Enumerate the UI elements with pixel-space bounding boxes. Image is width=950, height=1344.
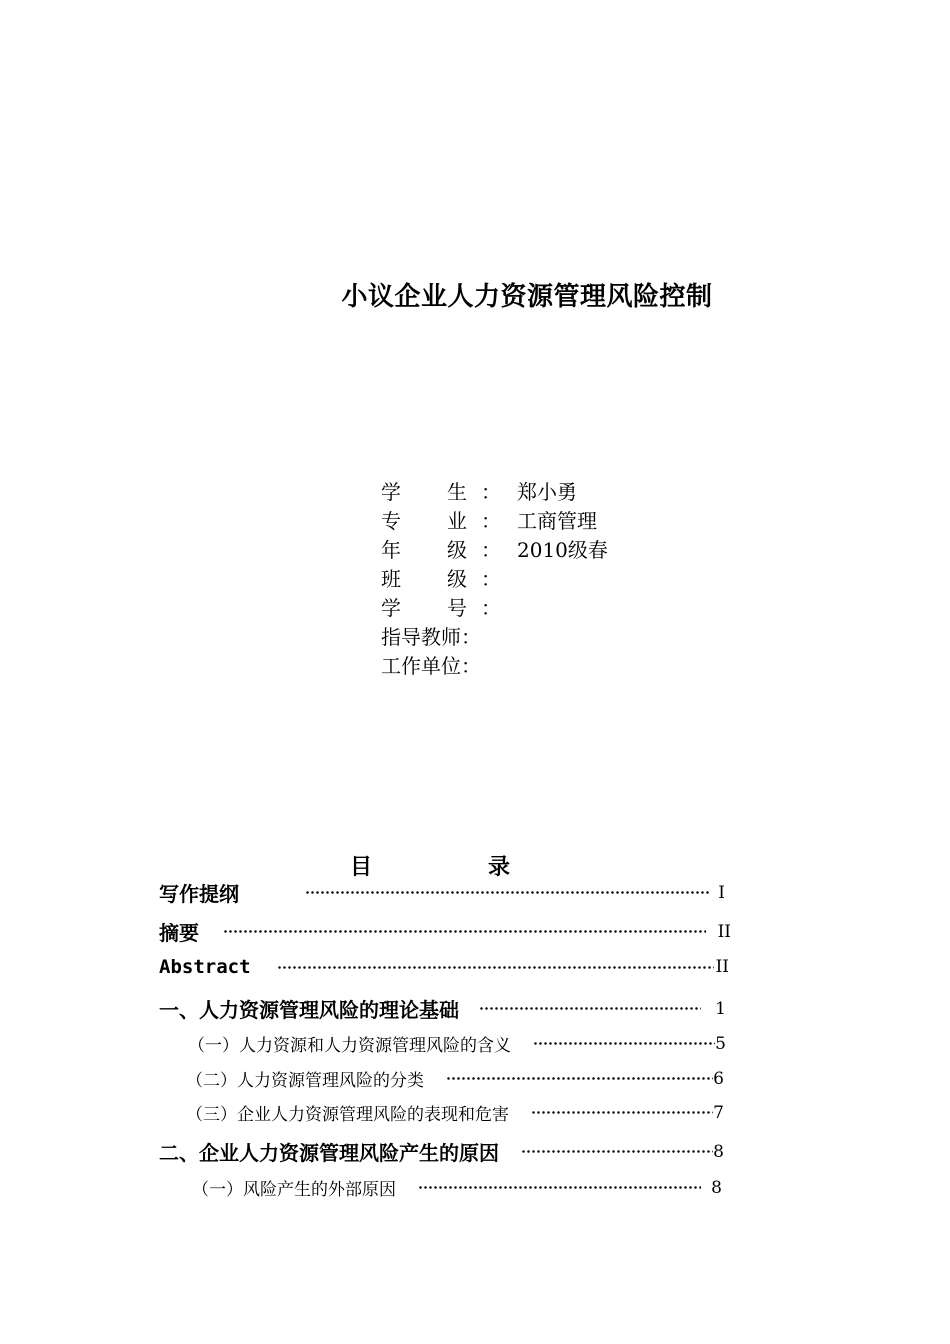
toc-entry[interactable] bbox=[159, 956, 729, 978]
label-char: 生 bbox=[447, 480, 467, 504]
document-title: 小议企业人力资源管理风险控制 bbox=[341, 282, 713, 312]
toc-entry-text: （一）风险产生的外部原因 bbox=[192, 1180, 396, 1200]
label-char: 学 bbox=[381, 480, 401, 504]
toc-dots bbox=[521, 1142, 713, 1162]
toc-dots bbox=[479, 999, 701, 1019]
toc-entry-page: 7 bbox=[713, 1102, 724, 1123]
toc-dots bbox=[223, 922, 706, 942]
toc-entry-text: 一、人力资源管理风险的理论基础 bbox=[159, 998, 459, 1022]
info-colon: ： bbox=[481, 480, 501, 504]
label-char: 专 bbox=[381, 509, 401, 533]
toc-entry-text: （一）人力资源和人力资源管理风险的含义 bbox=[188, 1036, 511, 1056]
toc-entry-page: 5 bbox=[715, 1033, 726, 1054]
toc-entry-page: II bbox=[717, 921, 731, 942]
label-char: 级 bbox=[447, 538, 467, 562]
info-label: 指导教师 bbox=[381, 625, 461, 649]
info-label bbox=[381, 565, 481, 594]
info-row-student bbox=[381, 478, 608, 507]
toc-entry-text: Abstract bbox=[159, 956, 251, 978]
toc-entry-text: （三）企业人力资源管理风险的表现和危害 bbox=[186, 1105, 509, 1125]
info-colon: ： bbox=[481, 538, 501, 562]
label-char: 业 bbox=[447, 509, 467, 533]
info-colon: ： bbox=[481, 567, 501, 591]
info-row-advisor bbox=[381, 623, 608, 652]
toc-heading bbox=[350, 850, 510, 881]
student-info bbox=[381, 478, 608, 681]
toc-entry-page: 1 bbox=[715, 998, 726, 1019]
toc-heading-char: 录 bbox=[487, 855, 510, 880]
toc-entry-page: 6 bbox=[713, 1068, 724, 1089]
toc-entry[interactable] bbox=[159, 878, 725, 907]
toc-dots bbox=[305, 883, 711, 903]
toc-entry-text: 写作提纲 bbox=[159, 882, 239, 906]
toc-entry[interactable] bbox=[159, 917, 731, 946]
toc-entry[interactable] bbox=[186, 1100, 724, 1125]
toc-entry-text: 摘要 bbox=[159, 921, 199, 945]
info-row-major bbox=[381, 507, 608, 536]
toc-heading-char: 目 bbox=[350, 855, 373, 880]
toc-entry[interactable] bbox=[192, 1175, 722, 1200]
toc-entry-page: II bbox=[715, 957, 729, 977]
label-char: 学 bbox=[381, 596, 401, 620]
toc-entry[interactable] bbox=[186, 1066, 724, 1091]
toc-entry[interactable] bbox=[159, 1137, 724, 1166]
toc-dots bbox=[533, 1034, 715, 1054]
label-char: 年 bbox=[381, 538, 401, 562]
info-colon: ： bbox=[461, 654, 481, 678]
toc-dots bbox=[446, 1069, 713, 1089]
toc-entry-text: 二、企业人力资源管理风险产生的原因 bbox=[159, 1141, 499, 1165]
toc-entry-page: I bbox=[718, 882, 725, 903]
info-row-class bbox=[381, 565, 608, 594]
info-label bbox=[381, 536, 481, 565]
label-char: 号 bbox=[447, 596, 467, 620]
info-value-student: 郑小勇 bbox=[517, 480, 577, 504]
info-row-workplace bbox=[381, 652, 608, 681]
toc-entry[interactable] bbox=[188, 1031, 726, 1056]
info-value-grade: 2010级春 bbox=[517, 538, 608, 562]
toc-entry-page: 8 bbox=[711, 1177, 722, 1198]
info-label bbox=[381, 507, 481, 536]
toc-dots bbox=[531, 1103, 713, 1123]
info-row-grade bbox=[381, 536, 608, 565]
info-label bbox=[381, 594, 481, 623]
toc-entry[interactable] bbox=[159, 994, 726, 1023]
info-label: 工作单位 bbox=[381, 654, 461, 678]
label-char: 班 bbox=[381, 567, 401, 591]
label-char: 级 bbox=[447, 567, 467, 591]
info-label bbox=[381, 478, 481, 507]
info-colon: ： bbox=[461, 625, 481, 649]
toc-dots bbox=[418, 1178, 701, 1198]
toc-dots bbox=[277, 957, 714, 977]
info-colon: ： bbox=[481, 596, 501, 620]
info-value-major: 工商管理 bbox=[517, 509, 597, 533]
toc-entry-page: 8 bbox=[713, 1141, 724, 1162]
info-colon: ： bbox=[481, 509, 501, 533]
info-row-student-id bbox=[381, 594, 608, 623]
toc-entry-text: （二）人力资源管理风险的分类 bbox=[186, 1071, 424, 1091]
